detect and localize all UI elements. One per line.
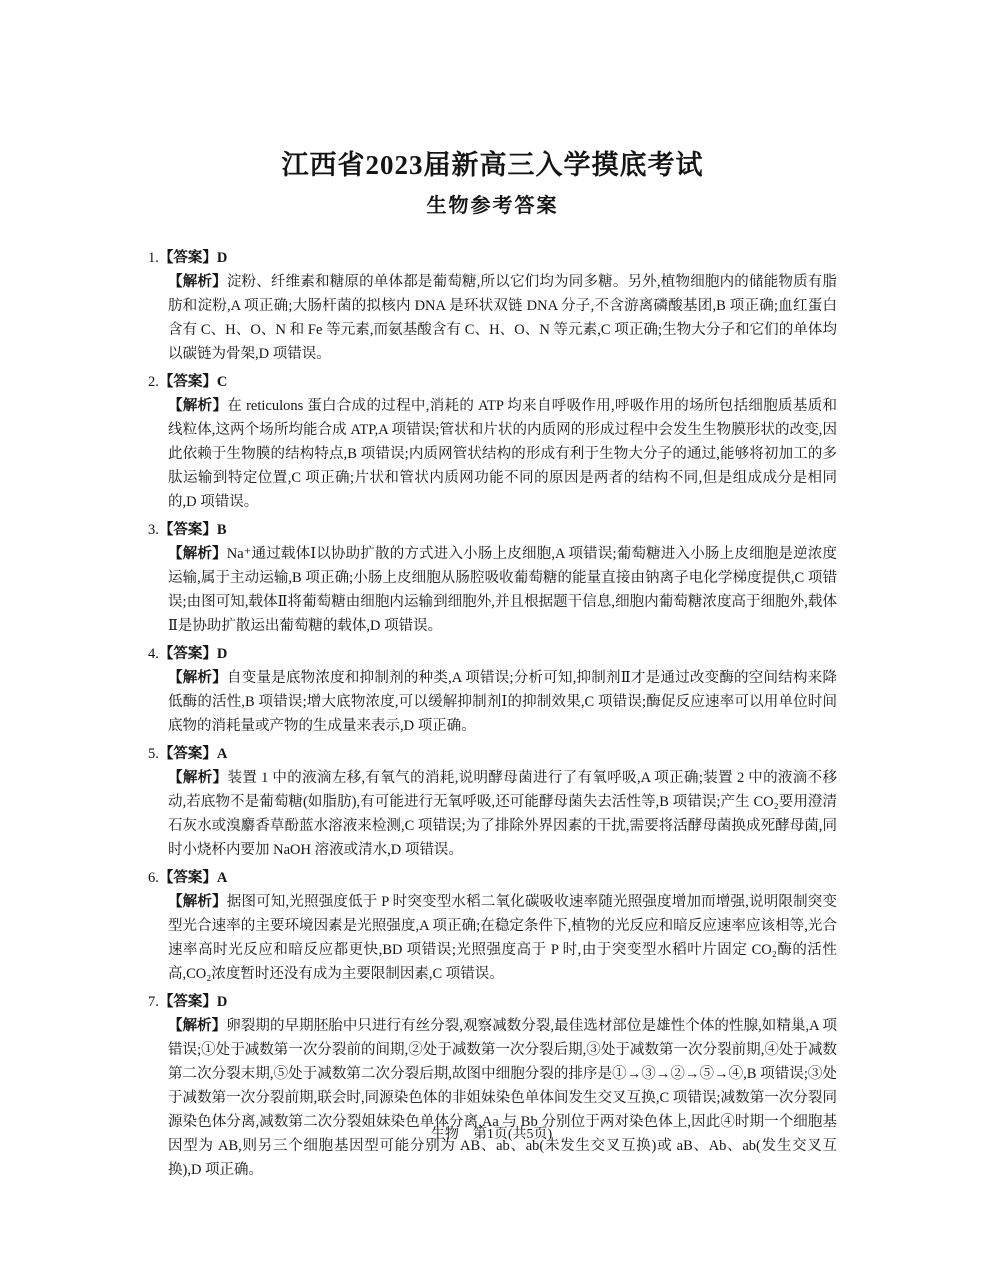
answer-value: B bbox=[216, 522, 227, 538]
answer-label: 【答案】 bbox=[158, 646, 217, 662]
answer-item-4 bbox=[148, 642, 837, 738]
answer-line bbox=[148, 742, 837, 766]
item-number: 6. bbox=[148, 870, 159, 886]
analysis-paragraph bbox=[168, 1014, 837, 1182]
answer-line bbox=[148, 370, 837, 394]
analysis-paragraph bbox=[168, 394, 837, 514]
analysis-text: 在 reticulons 蛋白合成的过程中,消耗的 ATP 均来自呼吸作用,呼吸作用的场所包括细胞质基质和线粒体,这两个场所均能合成 ATP,A 项错误;管状和片状的内质网的形成过程中会发生生物膜形状的改变,因此依赖于生物膜的结构特点,B 项错误;内质网管状结构的形成有利于生物大分子的通过,能够将初加工的多肽运输到特定位置,C 项正确;片状和管状内质网功能不同的原因是两者的结构不同,但是组成成分是相同的,D 项错误。 bbox=[168, 398, 837, 510]
page-footer: 生物 第1页(共5页) bbox=[430, 1127, 553, 1142]
analysis-label: 【解析】 bbox=[168, 894, 227, 910]
answer-value: D bbox=[216, 646, 228, 662]
analysis-text: 据图可知,光照强度低于 P 时突变型水稻二氧化碳吸收速率随光照强度增加而增强,说明限制突变型光合速率的主要环境因素是光照强度,A 项正确;在稳定条件下,植物的光反应和暗反应速率应该相等,光合速率高时光反应和暗反应都更快,BD 项错误;光照强度高于 P 时,由于突变型水稻叶片固定 CO₂酶的活性高,CO₂浓度暂时还没有成为主要限制因素,C 项错误。 bbox=[168, 894, 837, 982]
analysis-label: 【解析】 bbox=[168, 670, 227, 686]
analysis-text: Na⁺通过载体Ⅰ以协助扩散的方式进入小肠上皮细胞,A 项错误;葡萄糖进入小肠上皮细胞是逆浓度运输,属于主动运输,B 项正确;小肠上皮细胞从肠腔吸收葡萄糖的能量直接由钠离子电化学梯度提供,C 项错误;由图可知,载体Ⅱ将葡萄糖由细胞内运输到细胞外,并且根据题干信息,细胞内葡萄糖浓度高于细胞外,载体Ⅱ是协助扩散运出葡萄糖的载体,D 项错误。 bbox=[168, 546, 837, 634]
item-number: 3. bbox=[148, 522, 159, 538]
answer-item-3 bbox=[148, 518, 837, 638]
analysis-label: 【解析】 bbox=[168, 1018, 227, 1034]
analysis-label: 【解析】 bbox=[168, 546, 227, 562]
answer-label: 【答案】 bbox=[158, 250, 217, 266]
item-number: 4. bbox=[148, 646, 159, 662]
analysis-text: 装置 1 中的液滴左移,有氧气的消耗,说明酵母菌进行了有氧呼吸,A 项正确;装置 2 中的液滴不移动,若底物不是葡萄糖(如脂肪),有可能进行无氧呼吸,还可能酵母菌失去活性等,B 项错误;产生 CO₂要用澄清石灰水或溴麝香草酚蓝水溶液来检测,C 项错误;为了排除外界因素的干扰,需要将活酵母菌换成死酵母菌,同时小烧杯内要加 NaOH 溶液或清水,D 项错误。 bbox=[168, 770, 838, 858]
item-number: 1. bbox=[148, 250, 159, 266]
answer-line bbox=[148, 866, 837, 890]
item-number: 7. bbox=[148, 994, 159, 1010]
analysis-label: 【解析】 bbox=[168, 770, 228, 786]
answer-item-1 bbox=[148, 246, 837, 366]
analysis-text: 淀粉、纤维素和糖原的单体都是葡萄糖,所以它们均为同多糖。另外,植物细胞内的储能物质有脂肪和淀粉,A 项正确;大肠杆菌的拟核内 DNA 是环状双链 DNA 分子,不含游离磷酸基团,B 项正确;血红蛋白含有 C、H、O、N 和 Fe 等元素,而氨基酸含有 C、H、O、N 等元素,C 项正确;生物大分子和它们的单体均以碳链为骨架,D 项错误。 bbox=[168, 274, 838, 362]
analysis-paragraph bbox=[168, 542, 837, 638]
answer-value: C bbox=[216, 374, 228, 390]
answer-label: 【答案】 bbox=[158, 522, 217, 538]
answer-label: 【答案】 bbox=[158, 870, 217, 886]
analysis-text: 自变量是底物浓度和抑制剂的种类,A 项错误;分析可知,抑制剂Ⅱ才是通过改变酶的空间结构来降低酶的活性,B 项错误;增大底物浓度,可以缓解抑制剂Ⅰ的抑制效果,C 项错误;酶促反应速率可以用单位时间底物的消耗量或产物的生成量来表示,D 项正确。 bbox=[168, 670, 837, 734]
answer-item-2 bbox=[148, 370, 837, 514]
analysis-paragraph bbox=[168, 766, 837, 862]
answer-value: A bbox=[216, 870, 228, 886]
analysis-label: 【解析】 bbox=[168, 274, 227, 290]
analysis-paragraph bbox=[168, 270, 837, 366]
answer-line bbox=[148, 246, 837, 270]
analysis-paragraph bbox=[168, 890, 837, 986]
document-subtitle: 生物参考答案 bbox=[426, 195, 559, 217]
answers-content bbox=[148, 246, 837, 1182]
answer-item-6 bbox=[148, 866, 837, 986]
answer-label: 【答案】 bbox=[158, 746, 217, 762]
analysis-label: 【解析】 bbox=[168, 398, 228, 414]
answer-label: 【答案】 bbox=[158, 374, 217, 390]
document-title: 江西省2023届新高三入学摸底考试 bbox=[281, 150, 704, 180]
item-number: 5. bbox=[148, 746, 159, 762]
item-number: 2. bbox=[148, 374, 159, 390]
analysis-paragraph bbox=[168, 666, 837, 738]
answer-value: A bbox=[216, 746, 228, 762]
answer-item-7 bbox=[148, 990, 837, 1182]
answer-value: D bbox=[216, 994, 228, 1010]
answer-line bbox=[148, 518, 837, 542]
answer-value: D bbox=[216, 250, 228, 266]
answer-label: 【答案】 bbox=[158, 994, 217, 1010]
answer-item-5 bbox=[148, 742, 837, 862]
answer-line bbox=[148, 990, 837, 1014]
answer-line bbox=[148, 642, 837, 666]
analysis-text: 卵裂期的早期胚胎中只进行有丝分裂,观察减数分裂,最佳选材部位是雄性个体的性腺,如精巢,A 项错误;①处于减数第一次分裂前的间期,②处于减数第一次分裂后期,③处于减数第一次分裂前期,④处于减数第二次分裂末期,⑤处于减数第二次分裂后期,故图中细胞分裂的排序是①→③→②→⑤→④,B 项错误;③处于减数第一次分裂前期,联会时,同源染色体的非姐妹染色单体间发生交叉互换,C 项错误;减数第一次分裂同源染色体分离,减数第二次分裂姐妹染色单体分离,Aa 与 Bb 分别位于两对染色体上,因此④时期一个细胞基因型为 AB,则另三个细胞基因型可能分别为 AB、ab、ab(未发生交叉互换)或 aB、Ab、ab(发生交叉互换),D 项正确。 bbox=[168, 1018, 838, 1178]
